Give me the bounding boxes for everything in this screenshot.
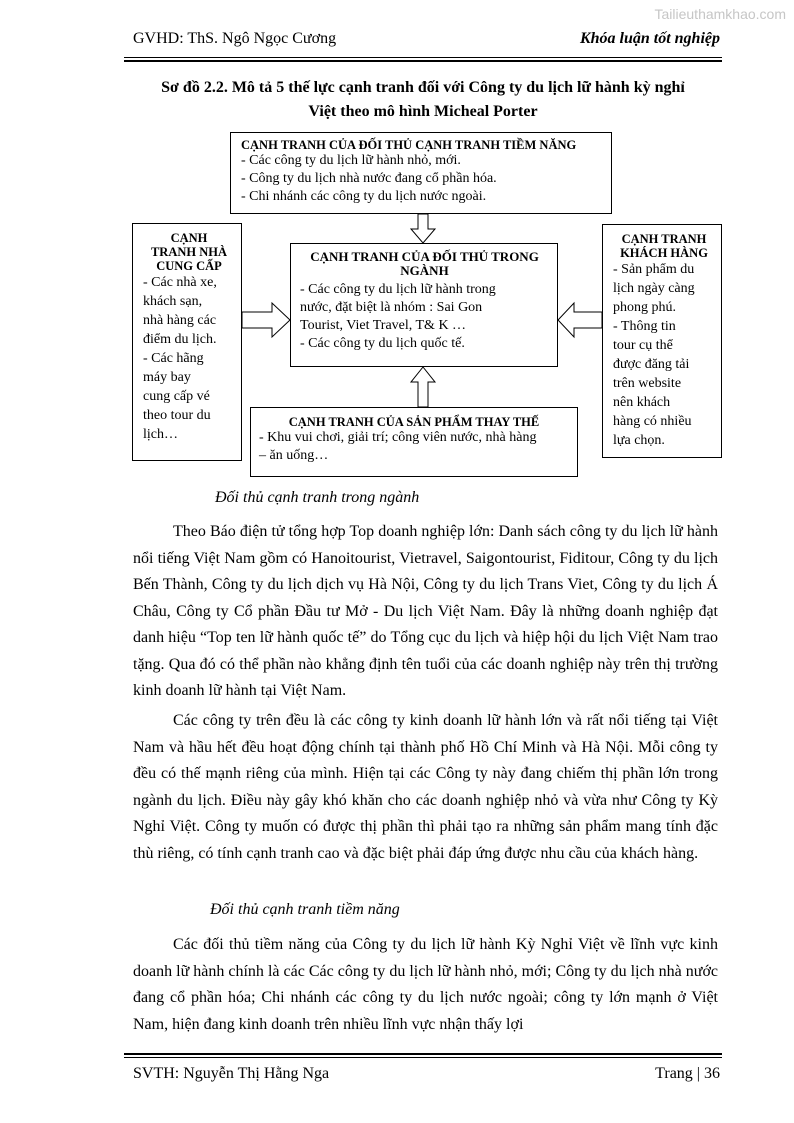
footer-rule-thick [124, 1053, 722, 1055]
arrow-customer-to-industry [558, 303, 602, 337]
box-supplier-title-line: TRANH NHÀ [150, 245, 228, 259]
figure-title-line-2: Việt theo mô hình Micheal Porter [308, 103, 538, 120]
box-supplier-competition [132, 223, 242, 461]
box-potential-line: - Các công ty du lịch lữ hành nhỏ, mới. [241, 153, 461, 168]
box-supplier-line: khách sạn, [143, 294, 203, 309]
box-customer-line: được đăng tải [613, 357, 690, 372]
box-substitute-products [250, 407, 578, 477]
box-industry-line: - Các công ty du lịch quốc tế. [300, 336, 465, 351]
box-supplier-line: lịch… [143, 427, 178, 442]
footer-student: SVTH: Nguyễn Thị Hằng Nga [133, 1065, 330, 1082]
arrow-potential-to-industry [411, 214, 435, 243]
header-thesis-label: Khóa luận tốt nghiệp [579, 30, 720, 47]
box-substitute-line: – ăn uống… [259, 448, 329, 463]
footer-rule [124, 1057, 722, 1058]
arrow-substitute-to-industry [411, 367, 435, 407]
box-industry-line: Tourist, Viet Travel, T& K … [300, 318, 467, 333]
box-customer-line: trên website [613, 376, 682, 391]
box-supplier-line: điểm du lịch. [143, 332, 217, 347]
box-industry-line: nước, đặt biệt là nhóm : Sai Gon [300, 300, 483, 315]
paragraph-3: Các đối thủ tiềm năng của Công ty du lịch lữ hành Kỳ Nghỉ Việt về lĩnh vực kinh doanh lữ hành chính là các Các công ty du lịch lữ hành nhỏ, mới; Công ty du lịch nhà nước đang cổ phần hóa; Chi nhánh các công ty du lịch nước ngoài; công ty lớn mạnh ở Việt Nam, hiện đang kinh doanh trên nhiều lĩnh vực nhận thấy lợi [133, 936, 718, 1033]
box-customer-line: - Thông tin [613, 319, 676, 334]
box-customer-title-line: CẠNH TRANH [621, 232, 707, 246]
arrow-supplier-to-industry [242, 303, 290, 337]
box-customer-line: nên khách [613, 395, 671, 410]
box-supplier-title-line: CUNG CẤP [156, 259, 222, 273]
box-potential-title: CẠNH TRANH CỦA ĐỐI THỦ CẠNH TRANH TIỀM NĂNG [241, 138, 577, 152]
box-potential-line: - Chi nhánh các công ty du lịch nước ngoài. [241, 189, 487, 204]
box-customer-title-line: KHÁCH HÀNG [620, 246, 708, 260]
box-industry-title-line-1: CẠNH TRANH CỦA ĐỐI THỦ TRONG [310, 249, 539, 264]
header-advisor: GVHD: ThS. Ngô Ngọc Cương [133, 30, 337, 47]
section-heading-potential: Đối thủ cạnh tranh tiềm năng [210, 901, 400, 918]
box-potential-line: - Công ty du lịch nhà nước đang cổ phần hóa. [241, 171, 497, 186]
box-supplier-line: - Các nhà xe, [143, 275, 217, 290]
box-customer-competition [602, 224, 722, 458]
box-supplier-line: theo tour du [143, 408, 211, 423]
box-industry-competitors [290, 243, 558, 367]
box-supplier-title-line: CẠNH [170, 231, 208, 245]
box-substitute-line: - Khu vui chơi, giải trí; công viên nước, nhà hàng [259, 430, 537, 445]
box-customer-line: phong phú. [613, 300, 676, 315]
box-customer-line: hàng có nhiều [613, 414, 692, 429]
box-industry-line: - Các công ty du lịch lữ hành trong [300, 282, 496, 297]
box-supplier-line: nhà hàng các [143, 313, 217, 328]
paragraph-1: Theo Báo điện tử tổng hợp Top doanh nghiệp lớn: Danh sách công ty du lịch lữ hành nổi tiếng Việt Nam gồm có Hanoitourist, Vietravel, Saigontourist, Fiditour, Công ty du lịch Bến Thành, Công ty du lịch dịch vụ Hà Nội, Công ty du lịch Trans Viet, Công ty du lịch Á Châu, Công ty Cổ phần Đầu tư Mở - Du lịch Việt Nam. Đây là những doanh nghiệp đạt danh hiệu “Top ten lữ hành quốc tế” do Tổng cục du lịch và hiệp hội du lịch Việt Nam trao tặng. Qua đó có thể phần nào khẳng định tên tuổi của các doanh nghiệp này trên thị trường kinh doanh lữ hành tại Việt Nam. [133, 523, 718, 699]
box-substitute-title: CẠNH TRANH CỦA SẢN PHẨM THAY THẾ [288, 415, 540, 429]
paragraph-2: Các công ty trên đều là các công ty kinh doanh lữ hành lớn và rất nổi tiếng tại Việt Nam và hầu hết đều hoạt động chính tại thành phố Hồ Chí Minh và Hà Nội. Mỗi công ty đều có thế mạnh riêng của mình. Hiện tại các Công ty này đang chiếm thị phần lớn trong ngành du lịch. Điều này gây khó khăn cho các doanh nghiệp nhỏ và vừa như Công ty Kỳ Nghỉ Việt. Công ty muốn có được thị phần thì phải tạo ra những sản phẩm mang tính đặc thù riêng, có tính cạnh tranh cao và đặc biệt phải đáp ứng được nhu cầu của khách hàng. [133, 712, 718, 862]
box-customer-line: lịch ngày càng [613, 281, 695, 296]
box-potential-competitors [230, 132, 612, 214]
box-customer-line: tour cụ thể [613, 338, 673, 353]
section-heading-industry: Đối thủ cạnh tranh trong ngành [215, 489, 420, 506]
footer-page-number: Trang | 36 [655, 1065, 720, 1082]
watermark: Tailieuthamkhao.com [654, 6, 786, 22]
figure-title-line-1: Sơ đồ 2.2. Mô tả 5 thế lực cạnh tranh đối với Công ty du lịch lữ hành kỳ nghỉ [161, 79, 685, 96]
box-customer-line: lựa chọn. [613, 433, 665, 448]
box-customer-line: - Sản phẩm du [613, 262, 695, 277]
box-industry-title-line-2: NGÀNH [400, 263, 449, 278]
box-supplier-line: - Các hãng [143, 351, 204, 366]
box-supplier-line: máy bay [143, 370, 191, 385]
box-supplier-line: cung cấp vé [143, 389, 210, 404]
